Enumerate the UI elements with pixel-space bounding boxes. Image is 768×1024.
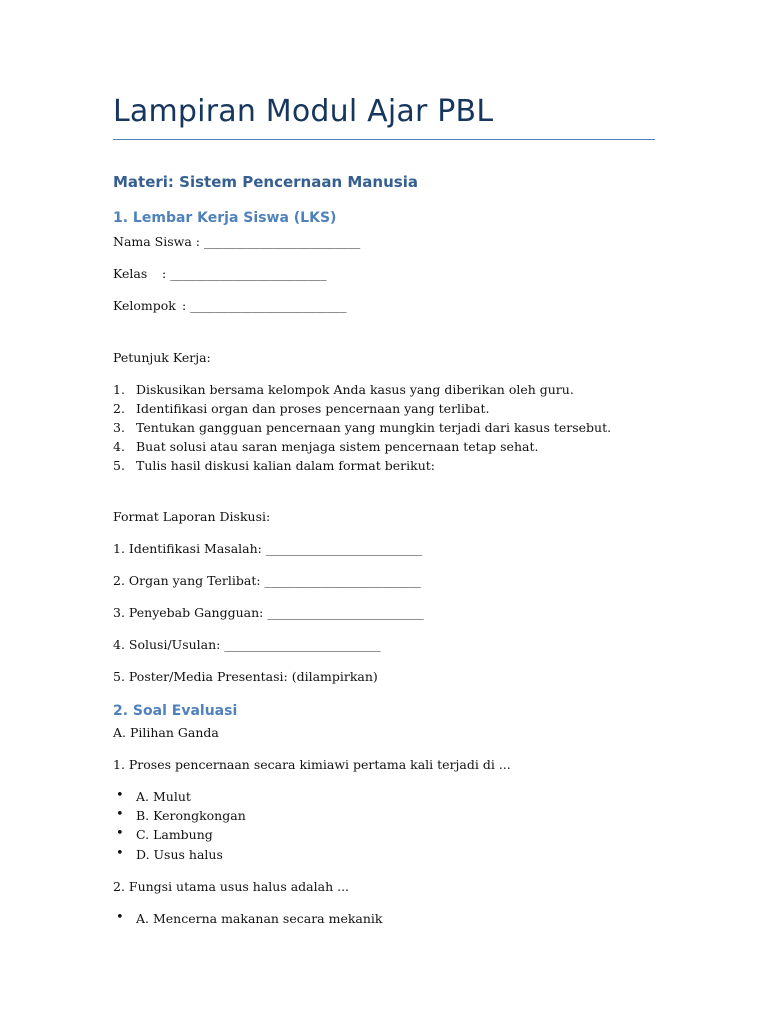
field-kelas-value xyxy=(162,266,326,281)
field-colon: : xyxy=(162,266,167,281)
report-item: 5. Poster/Media Presentasi: (dilampirkan) xyxy=(113,669,378,684)
instruction-number: 2. xyxy=(113,401,125,416)
field-blank: _________________________ xyxy=(203,234,361,249)
instruction-number: 1. xyxy=(113,382,125,397)
field-nama-siswa xyxy=(113,234,360,249)
option-item: C. Lambung xyxy=(136,827,213,842)
instruction-item: Identifikasi organ dan proses pencernaan yang terlibat. xyxy=(136,401,490,416)
field-label: Kelas xyxy=(113,266,148,281)
field-label: Kelompok xyxy=(113,298,176,313)
instruction-item: Tentukan gangguan pencernaan yang mungkin terjadi dari kasus tersebut. xyxy=(136,420,612,435)
report-item: 3. Penyebab Gangguan: _________________________ xyxy=(113,605,424,620)
option-item: B. Kerongkongan xyxy=(136,808,246,823)
lks-heading: 1. Lembar Kerja Siswa (LKS) xyxy=(113,210,337,226)
field-kelas xyxy=(113,266,147,281)
field-kelompok-value xyxy=(182,298,346,313)
question-2: 2. Fungsi utama usus halus adalah ... xyxy=(113,879,350,894)
field-label: Nama Siswa : xyxy=(113,234,200,249)
bullet-icon: • xyxy=(116,826,124,841)
report-item: 2. Organ yang Terlibat: _________________________ xyxy=(113,573,421,588)
option-item: A. Mencerna makanan secara mekanik xyxy=(136,911,383,926)
option-item: D. Usus halus xyxy=(136,847,223,862)
field-kelompok xyxy=(113,298,176,313)
bullet-icon: • xyxy=(116,910,124,925)
section-label: A. Pilihan Ganda xyxy=(113,725,219,740)
material-subtitle: Materi: Sistem Pencernaan Manusia xyxy=(113,173,418,191)
report-item: 1. Identifikasi Masalah: _________________________ xyxy=(113,541,423,556)
field-blank: _________________________ xyxy=(190,298,347,313)
instruction-item: Buat solusi atau saran menjaga sistem pencernaan tetap sehat. xyxy=(136,439,539,454)
page-title: Lampiran Modul Ajar PBL xyxy=(113,94,494,129)
report-item: 4. Solusi/Usulan: _________________________ xyxy=(113,637,381,652)
report-title: Format Laporan Diskusi: xyxy=(113,509,271,524)
bullet-icon: • xyxy=(116,807,124,822)
bullet-icon: • xyxy=(116,846,124,861)
instruction-number: 3. xyxy=(113,420,125,435)
evaluasi-heading: 2. Soal Evaluasi xyxy=(113,703,238,719)
instruction-item: Diskusikan bersama kelompok Anda kasus yang diberikan oleh guru. xyxy=(136,382,574,397)
question-1: 1. Proses pencernaan secara kimiawi pertama kali terjadi di ... xyxy=(113,757,511,772)
field-colon: : xyxy=(182,298,187,313)
option-item: A. Mulut xyxy=(136,789,191,804)
instructions-title: Petunjuk Kerja: xyxy=(113,350,211,365)
bullet-icon: • xyxy=(116,788,124,803)
instruction-number: 5. xyxy=(113,458,125,473)
instruction-number: 4. xyxy=(113,439,125,454)
title-underline xyxy=(113,139,655,140)
field-blank: _________________________ xyxy=(170,266,327,281)
instruction-item: Tulis hasil diskusi kalian dalam format berikut: xyxy=(136,458,435,473)
